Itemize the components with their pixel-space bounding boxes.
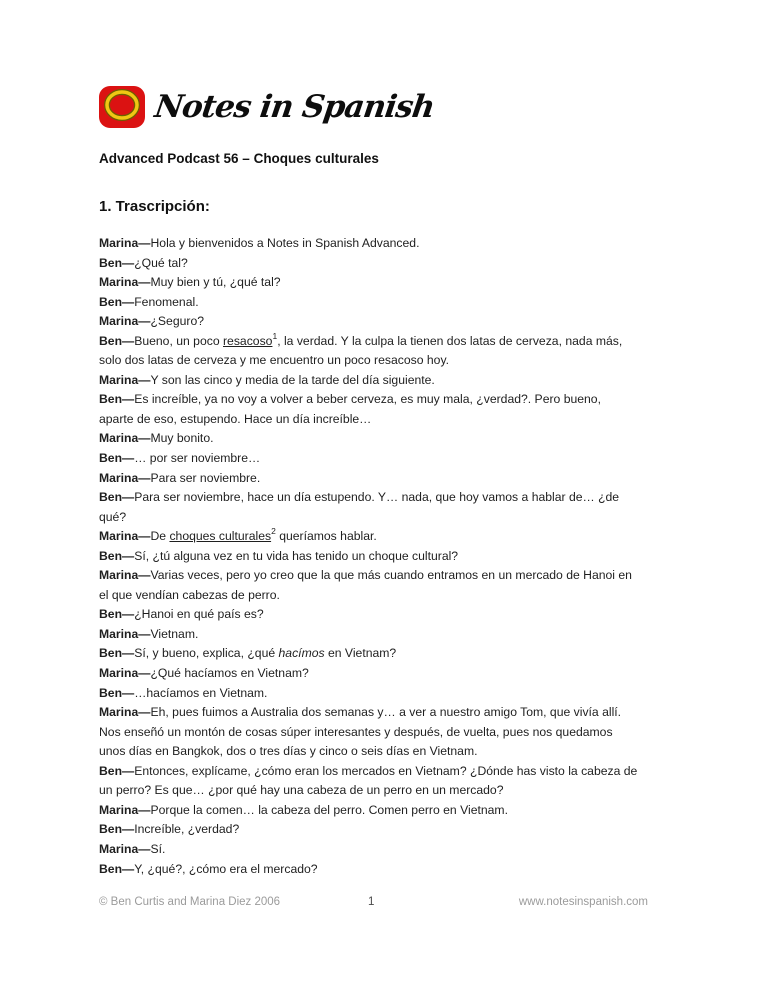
transcript-line-continuation: Nos enseñó un montón de cosas súper interesantes y después, de vuelta, pues nos quedamos	[99, 724, 613, 739]
speaker-name: Marina—	[99, 236, 151, 250]
transcript-line: Ben—Y, ¿qué?, ¿cómo era el mercado?	[99, 861, 318, 876]
brand-header	[99, 86, 437, 128]
speaker-name: Marina—	[99, 470, 151, 485]
speaker-name: Marina—	[99, 568, 151, 583]
notes-in-spanish-logo-icon	[99, 86, 145, 128]
transcript-line: Ben—Es increíble, ya no voy a volver a beber cerveza, es muy mala, ¿verdad?. Pero bueno,	[99, 392, 601, 407]
transcript-line: Marina—Y son las cinco y media de la tarde del día siguiente.	[99, 372, 435, 387]
transcript-line: Marina—Muy bonito.	[99, 431, 214, 446]
speaker-name: Marina—	[99, 431, 151, 446]
transcript-line: Ben—Entonces, explícame, ¿cómo eran los mercados en Vietnam? ¿Dónde has visto la cabeza de	[99, 763, 638, 778]
transcript-line: Ben—¿Qué tal?	[99, 255, 188, 270]
speaker-name: Ben—	[99, 822, 135, 837]
website-url: www.notesinspanish.com	[518, 896, 648, 908]
transcript-line-continuation: el que vendían cabezas de perro.	[99, 587, 280, 602]
speaker-name: Marina—	[99, 841, 151, 856]
speaker-name: Ben—	[99, 763, 135, 778]
speaker-name: Marina—	[99, 372, 151, 387]
transcript-line: Marina—Vietnam.	[99, 626, 199, 641]
brand-wordmark: Notes in Spanish	[152, 89, 437, 125]
transcript-line-continuation: aparte de eso, estupendo. Hace un día increíble…	[99, 411, 372, 426]
speaker-name: Ben—	[99, 646, 135, 661]
section-heading: 1. Trascripción:	[99, 198, 210, 215]
transcript-line: Ben—… por ser noviembre…	[99, 451, 261, 466]
speaker-name: Marina—	[99, 705, 151, 720]
document-title: Advanced Podcast 56 – Choques culturales	[99, 151, 379, 166]
speaker-name: Marina—	[99, 275, 151, 290]
transcript-line-continuation: solo dos latas de cerveza y me encuentro un poco resacoso hoy.	[99, 353, 450, 368]
footnote-marker: 2	[271, 526, 276, 537]
transcript-line-continuation: un perro? Es que… ¿por qué hay una cabeza de un perro en un mercado?	[99, 783, 504, 798]
transcript-line: Marina—Hola y bienvenidos a Notes in Spanish Advanced.	[99, 236, 420, 250]
speaker-name: Ben—	[99, 333, 135, 348]
speaker-name: Marina—	[99, 666, 151, 681]
transcript-line: Marina—Varias veces, pero yo creo que la que más cuando entramos en un mercado de Hanoi en	[99, 568, 632, 583]
copyright-text: © Ben Curtis and Marina Diez 2006	[99, 896, 281, 908]
transcript-line: Ben—…hacíamos en Vietnam.	[99, 685, 268, 700]
transcript-line: Marina—De choques culturales$^2$ queríamos hablar.	[99, 526, 377, 544]
speaker-name: Marina—	[99, 314, 151, 329]
speaker-name: Ben—	[99, 392, 135, 407]
transcript-line: Marina—¿Seguro?	[99, 314, 205, 329]
transcript-line: Marina—Porque la comen… la cabeza del perro. Comen perro en Vietnam.	[99, 802, 508, 817]
transcript	[99, 234, 674, 879]
speaker-name: Ben—	[99, 294, 135, 309]
speaker-name: Ben—	[99, 255, 135, 270]
transcript-line: Marina—Eh, pues fuimos a Australia dos semanas y… a ver a nuestro amigo Tom, que vivía allí.	[99, 705, 622, 720]
transcript-line: Marina—Para ser noviembre.	[99, 470, 261, 485]
speaker-name: Ben—	[99, 685, 135, 700]
transcript-line: Ben—¿Hanoi en qué país es?	[99, 607, 264, 622]
transcript-line-continuation: qué?	[99, 509, 127, 524]
speaker-name: Marina—	[99, 529, 151, 544]
speaker-name: Ben—	[99, 548, 135, 563]
speaker-name: Ben—	[99, 861, 135, 876]
transcript-line: Ben—Increíble, ¿verdad?	[99, 822, 240, 837]
speaker-name: Marina—	[99, 802, 151, 817]
transcript-line: Marina—¿Qué hacíamos en Vietnam?	[99, 666, 309, 681]
transcript-line: Ben—Para ser noviembre, hace un día estupendo. Y… nada, que hoy vamos a hablar de… ¿de	[99, 490, 620, 505]
transcript-line: Marina—Muy bien y tú, ¿qué tal?	[99, 275, 281, 290]
transcript-line: Ben—Sí, y bueno, explica, ¿qué hacímos en Vietnam?	[99, 646, 397, 661]
speaker-name: Ben—	[99, 607, 135, 622]
transcript-line: Ben—Sí, ¿tú alguna vez en tu vida has tenido un choque cultural?	[99, 548, 459, 563]
transcript-line: Marina—Sí.	[99, 841, 166, 856]
speaker-name: Marina—	[99, 626, 151, 641]
speaker-name: Ben—	[99, 490, 135, 505]
page-number: 1	[368, 896, 375, 908]
transcript-line: Ben—Fenomenal.	[99, 294, 199, 309]
transcript-line-continuation: unos días en Bangkok, dos o tres días y cinco o seis días en Vietnam.	[99, 744, 478, 759]
transcript-line: Ben—Bueno, un poco resacoso$^1$, la verdad. Y la culpa la tienen dos latas de cerveza, nada más,	[99, 330, 623, 348]
footnote-marker: 1	[272, 330, 278, 341]
speaker-name: Ben—	[99, 451, 135, 466]
